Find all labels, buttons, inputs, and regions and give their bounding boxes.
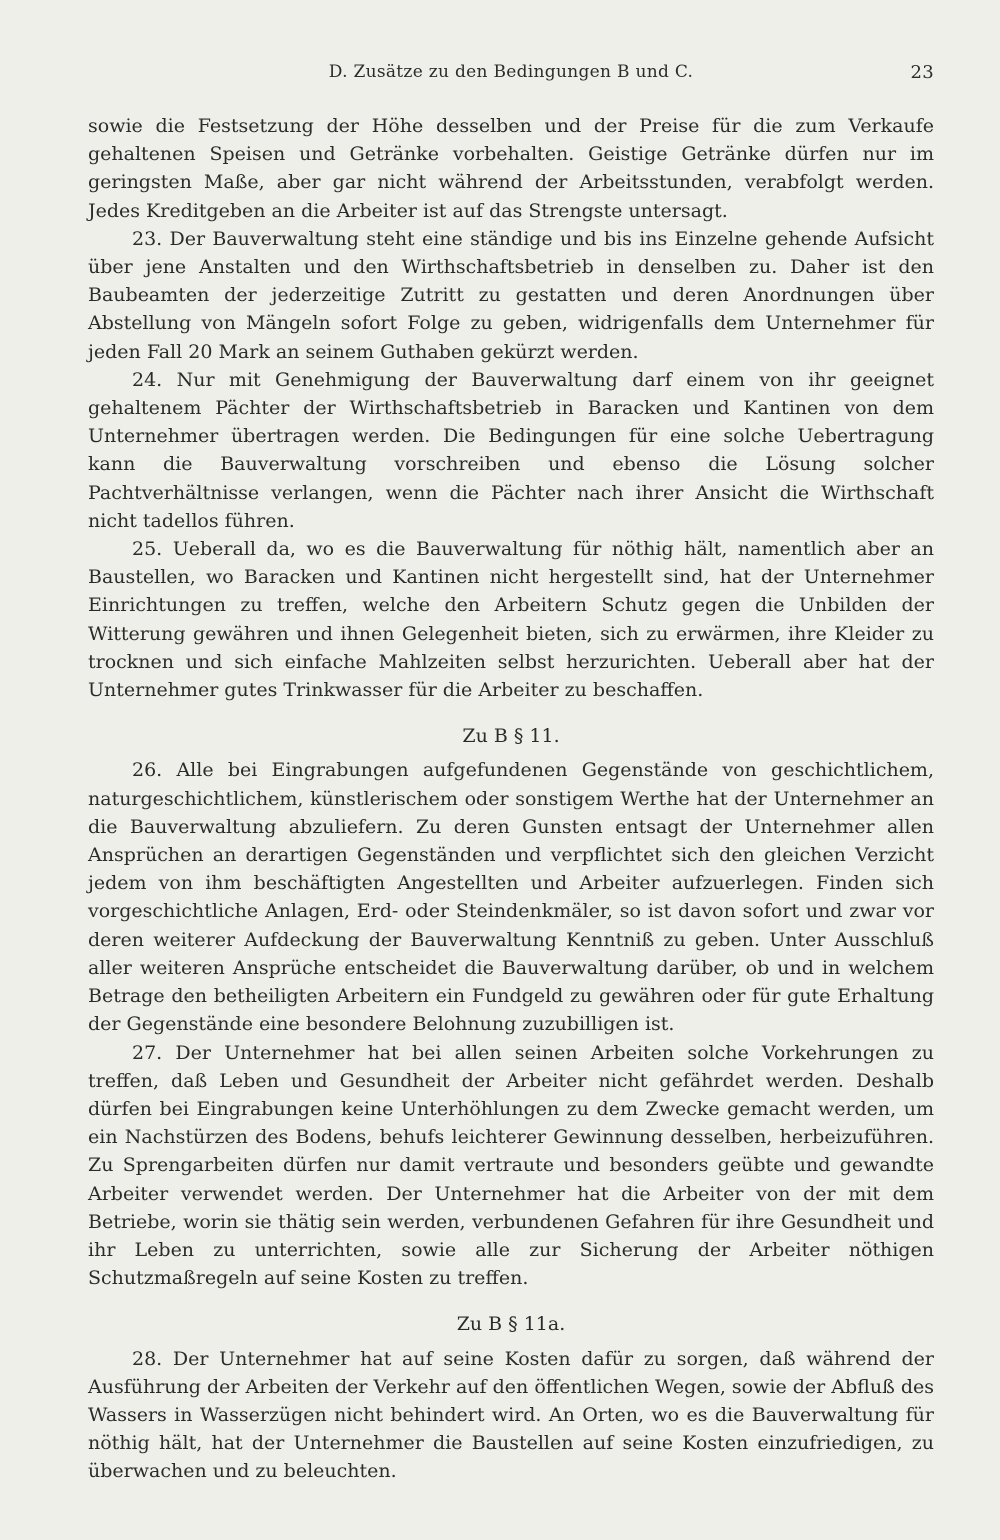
running-head-title: D. Zusätze zu den Bedingungen B und C. [328, 62, 694, 82]
paragraph-28: 28. Der Unternehmer hat auf seine Kosten dafür zu sorgen, daß während der Ausführung der Arbeiten der Verkehr auf den öffentlichen Wegen, sowie der Abfluß des Wassers in Wasserzügen nicht behindert wird. An Orten, wo es die Bauverwaltung für nöthig hält, hat der Unternehmer die Baustellen auf seine Kosten einzufriedigen, zu überwachen und zu beleuchten. [88, 1347, 934, 1483]
paragraph-25: 25. Ueberall da, wo es die Bauverwaltung für nöthig hält, namentlich aber an Baustellen, wo Baracken und Kantinen nicht hergestellt sind, hat der Unternehmer Einrichtungen zu treffen, welche den Arbeitern Schutz gegen die Unbilden der Witterung gewähren und ihnen Gelegenheit bieten, sich zu erwärmen, ihre Kleider zu trocknen und sich einfache Mahlzeiten selbst herzurichten. Ueberall aber hat der Unternehmer gutes Trinkwasser für die Arbeiter zu beschaffen. [88, 538, 934, 702]
section-heading-b11: Zu B § 11. [462, 725, 560, 748]
paragraph-27: 27. Der Unternehmer hat bei allen seinen Arbeiten solche Vorkehrungen zu treffen, daß Leben und Gesundheit der Arbeiter nicht gefährdet werden. Deshalb dürfen bei Eingrabungen keine Unterhöhlungen zu dem Zwecke gemacht werden, um ein Nachstürzen des Bodens, behufs leichterer Gewinnung desselben, herbeizuführen. Zu Sprengarbeiten dürfen nur damit vertraute und besonders geübte und gewandte Arbeiter verwendet werden. Der Unternehmer hat die Arbeiter von der mit dem Betriebe, worin sie thätig sein werden, verbundenen Gefahren für ihre Gesundheit und ihr Leben zu unterrichten, sowie alle zur Sicherung der Arbeiter nöthigen Schutzmaßregeln auf seine Kosten zu treffen. [88, 1041, 934, 1290]
page-number: 23 [910, 62, 934, 83]
running-head [88, 62, 934, 88]
paragraph-23: 23. Der Bauverwaltung steht eine ständige und bis ins Einzelne gehende Aufsicht über jene Anstalten und den Wirthschaftsbetrieb in denselben zu. Daher ist den Baubeamten der jederzeitige Zutritt zu gestatten und deren Anordnungen über Abstellung von Mängeln sofort Folge zu geben, widrigenfalls dem Unternehmer für jeden Fall 20 Mark an seinem Guthaben gekürzt werden. [88, 227, 934, 363]
document-body [88, 112, 934, 1486]
paragraph-24: 24. Nur mit Genehmigung der Bauverwaltung darf einem von ihr geeignet gehaltenem Pächter der Wirthschaftsbetrieb in Baracken und Kantinen von dem Unternehmer übertragen werden. Die Bedingungen für eine solche Uebertragung kann die Bauverwaltung vorschreiben und ebenso die Lösung solcher Pachtverhältnisse verlangen, wenn die Pächter nach ihrer Ansicht die Wirthschaft nicht tadellos führen. [88, 368, 934, 532]
section-heading-b11a: Zu B § 11a. [456, 1313, 566, 1336]
paragraph-continuation: sowie die Festsetzung der Höhe desselben und der Preise für die zum Verkaufe gehaltenen Speisen und Getränke vorbehalten. Geistige Getränke dürfen nur im geringsten Maße, aber gar nicht während der Arbeitsstunden, verabfolgt werden. Jedes Kreditgeben an die Arbeiter ist auf das Strengste untersagt. [88, 115, 934, 222]
paragraph-26: 26. Alle bei Eingrabungen aufgefundenen Gegenstände von geschichtlichem, naturgeschichtlichem, künstlerischem oder sonstigem Werthe hat der Unternehmer an die Bauverwaltung abzuliefern. Zu deren Gunsten entsagt der Unternehmer allen Ansprüchen an derartigen Gegenständen und verpflichtet sich den gleichen Verzicht jedem von ihm beschäftigten Angestellten und Arbeiter aufzuerlegen. Finden sich vorgeschichtliche Anlagen, Erd- oder Steindenkmäler, so ist davon sofort und zwar vor deren weiterer Aufdeckung der Bauverwaltung Kenntniß zu geben. Unter Ausschluß aller weiteren Ansprüche entscheidet die Bauverwaltung darüber, ob und in welchem Betrage den betheiligten Arbeitern ein Fundgeld zu gewähren oder für gute Erhaltung der Gegenstände eine besondere Belohnung zuzubilligen ist. [88, 759, 934, 1036]
